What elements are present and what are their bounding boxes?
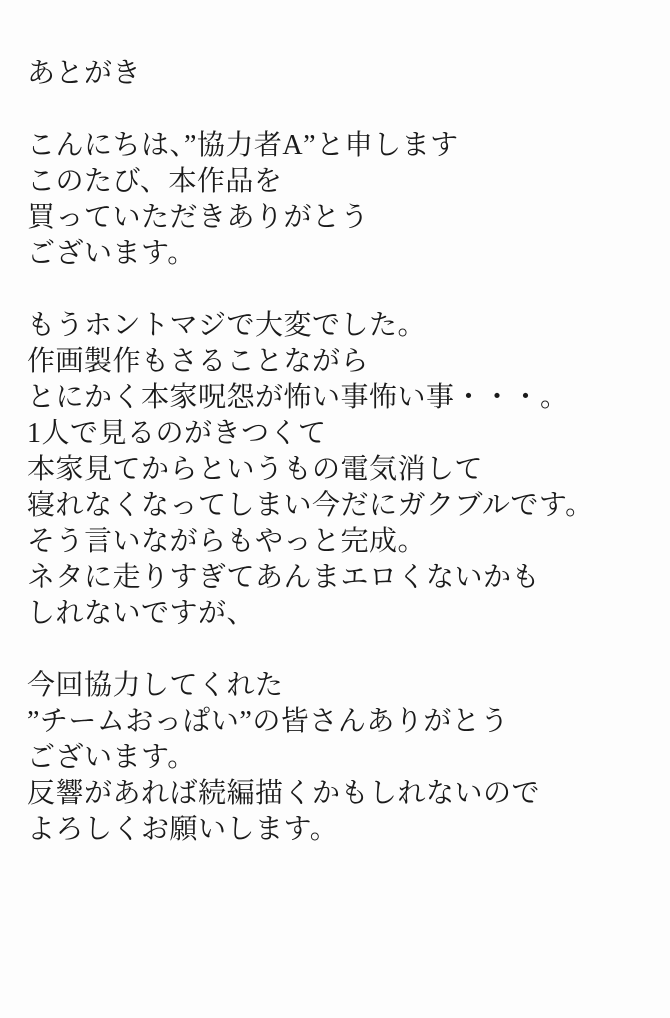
text-line: 今回協力してくれた [27,670,284,701]
text-line: 買っていただきありがとう [27,202,370,233]
text-line: 1人で見るのがきつくて [27,418,327,449]
text-line: 本家見てからというもの電気消して [27,454,484,485]
blank-line [27,92,650,128]
text-line: このたび、本作品を [27,166,283,197]
text-line: 寝れなくなってしまい今だにガクブルです。 [27,490,594,521]
text-line: よろしくお願いします。 [27,814,339,845]
text-line: ”チームおっぱい”の皆さんありがとう [27,706,509,737]
text-line: しれないですが、 [27,598,256,629]
text-line: ございます。 [27,238,196,269]
text-line: もうホントマジで大変でした。 [27,310,427,341]
text-line: ネタに走りすぎてあんまエロくないかも [27,562,541,593]
text-line: そう言いながらもやっと完成。 [27,526,427,557]
text-line: 反響があれば続編描くかもしれないので [27,778,541,809]
text-line: 作画製作もさることながら [27,346,370,377]
text-line: こんにちは、”協力者A”と申します [27,130,459,161]
text-line: とにかく本家呪怨が怖い事怖い事・・・。 [27,382,569,413]
text-line: ございます。 [27,742,196,773]
blank-line [27,272,650,308]
afterword-title: あとがき [27,58,142,89]
blank-line [27,632,650,668]
